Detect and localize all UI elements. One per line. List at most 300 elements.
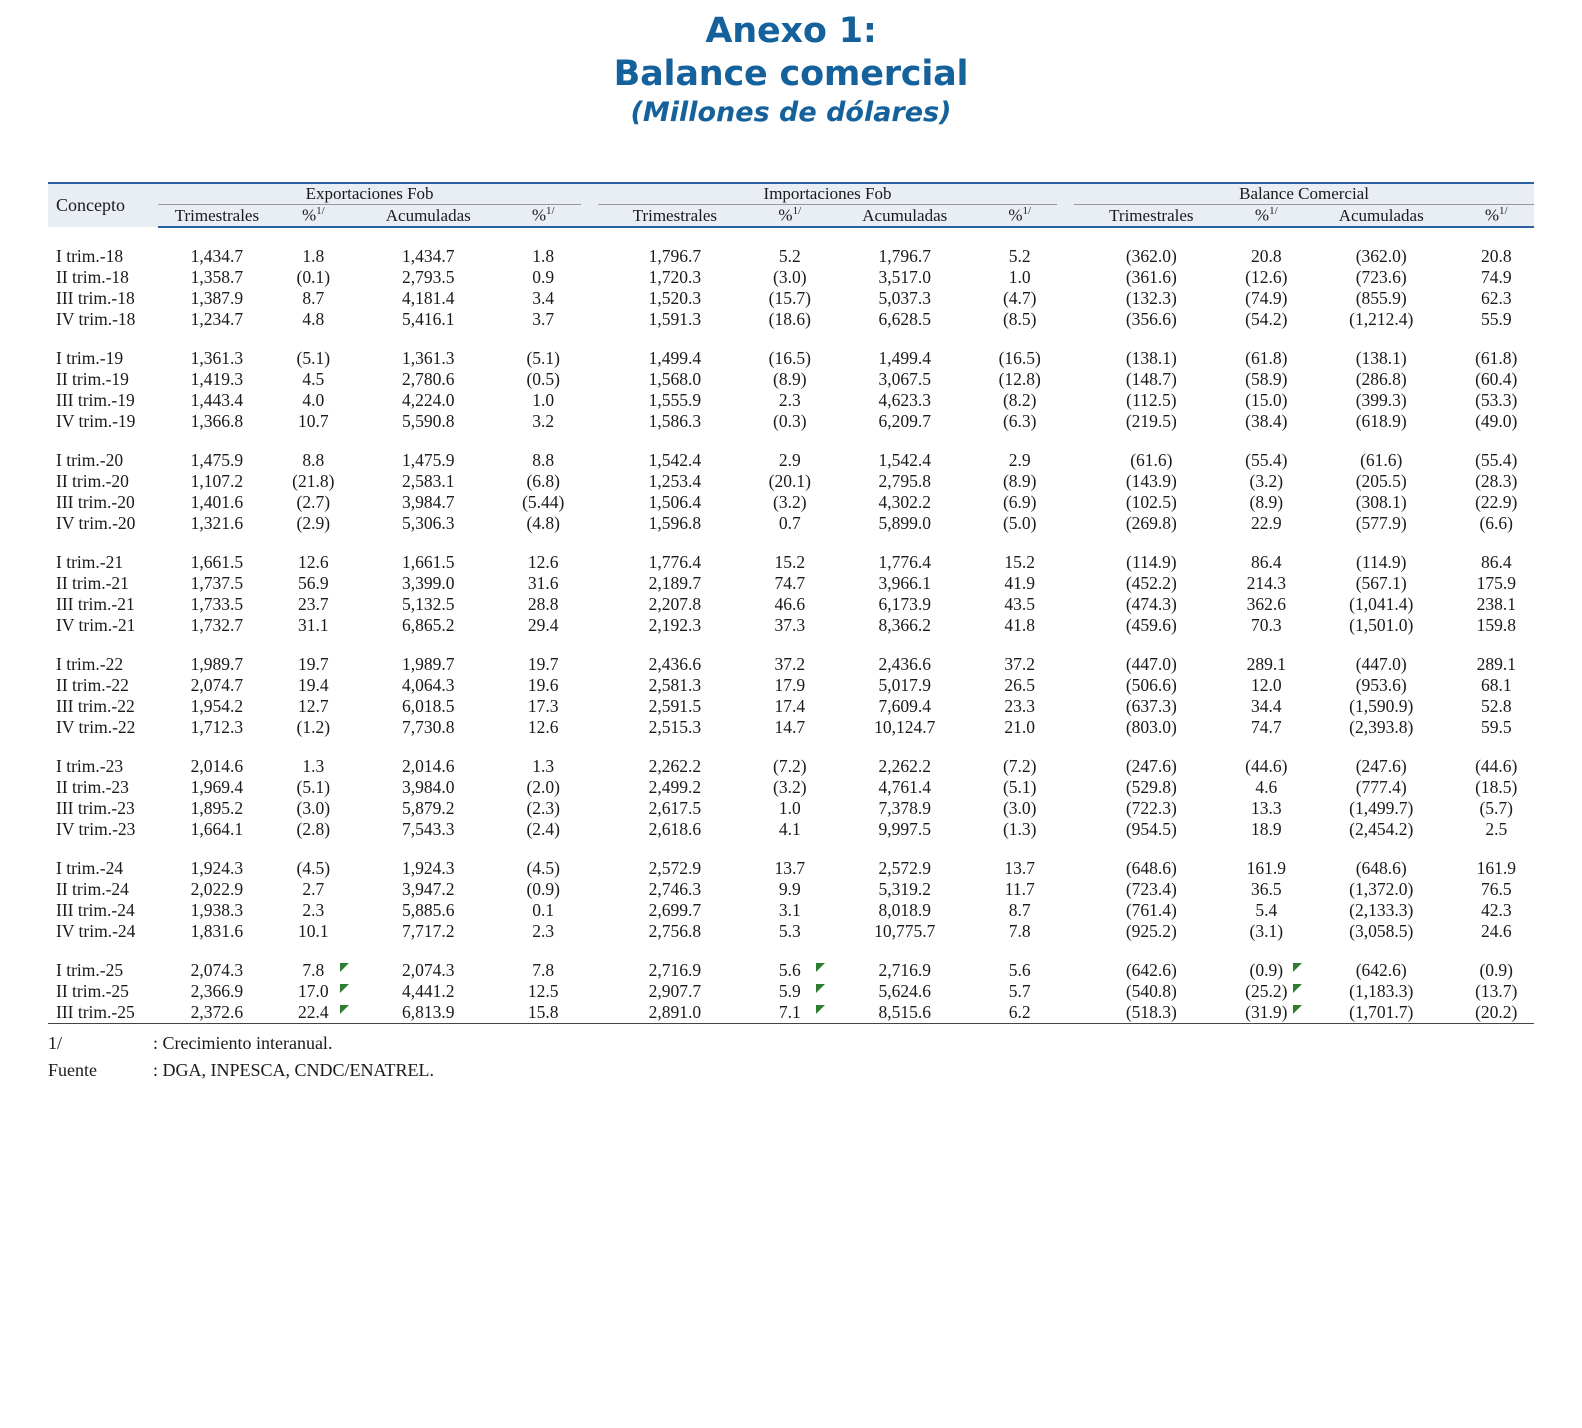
data-cell: 1,520.3 bbox=[648, 288, 702, 309]
data-cell: 1,419.3 bbox=[190, 369, 244, 390]
data-cell: (16.5) bbox=[998, 348, 1041, 369]
data-cell: 1,661.5 bbox=[190, 552, 244, 573]
data-cell: 2.3 bbox=[778, 390, 801, 411]
data-cell: 1.0 bbox=[778, 798, 801, 819]
data-cell: (6.9) bbox=[1002, 492, 1037, 513]
data-cell: 1,596.8 bbox=[648, 513, 702, 534]
data-cell: (4.7) bbox=[1002, 288, 1037, 309]
data-cell: (0.9) bbox=[1479, 960, 1514, 981]
data-cell: (55.4) bbox=[1475, 450, 1518, 471]
column-spacer bbox=[581, 921, 598, 942]
data-cell: 17.4 bbox=[774, 696, 806, 717]
data-cell: (269.8) bbox=[1125, 513, 1177, 534]
data-cell: 6,865.2 bbox=[402, 615, 455, 636]
table-row bbox=[48, 471, 1534, 492]
data-cell: (7.2) bbox=[1002, 756, 1037, 777]
data-cell: 2,499.2 bbox=[648, 777, 702, 798]
header-imp-acumuladas: Acumuladas bbox=[827, 205, 982, 227]
row-label: III trim.-25 bbox=[56, 1002, 135, 1023]
data-cell: (5.1) bbox=[526, 348, 560, 369]
data-cell: 5.3 bbox=[778, 921, 801, 942]
data-cell: 1,776.4 bbox=[648, 552, 702, 573]
data-cell: (2,454.2) bbox=[1349, 819, 1414, 840]
column-spacer bbox=[581, 900, 598, 921]
data-cell: (855.9) bbox=[1355, 288, 1407, 309]
table-row-spacer bbox=[48, 738, 1534, 756]
data-cell: 8.8 bbox=[532, 450, 555, 471]
data-cell: (247.6) bbox=[1125, 756, 1177, 777]
data-cell: 5.4 bbox=[1255, 900, 1278, 921]
data-cell: 19.7 bbox=[527, 654, 559, 675]
data-cell: 289.1 bbox=[1246, 654, 1286, 675]
data-cell: 86.4 bbox=[1250, 552, 1282, 573]
column-spacer bbox=[581, 227, 598, 267]
row-label: I trim.-21 bbox=[56, 552, 124, 573]
row-label: III trim.-24 bbox=[56, 900, 135, 921]
data-cell: (49.0) bbox=[1475, 411, 1518, 432]
data-cell: (0.5) bbox=[526, 369, 560, 390]
data-cell: 1,776.4 bbox=[878, 552, 931, 573]
data-cell: 4,302.2 bbox=[878, 492, 931, 513]
data-cell: (0.3) bbox=[773, 411, 807, 432]
data-cell: 2,074.3 bbox=[402, 960, 455, 981]
header-bal-pct-2: %$^{1/}$ bbox=[1459, 205, 1535, 227]
data-cell: (0.1) bbox=[296, 267, 331, 288]
data-cell: (648.6) bbox=[1355, 858, 1407, 879]
data-cell: 1,234.7 bbox=[190, 309, 244, 330]
data-cell: (138.1) bbox=[1355, 348, 1407, 369]
data-cell: (642.6) bbox=[1125, 960, 1177, 981]
data-cell: (44.6) bbox=[1475, 756, 1518, 777]
data-cell: (3.0) bbox=[773, 267, 807, 288]
data-cell: (61.6) bbox=[1130, 450, 1173, 471]
data-cell: 21.0 bbox=[1004, 717, 1036, 738]
data-cell: 2,756.8 bbox=[648, 921, 702, 942]
column-spacer bbox=[1057, 471, 1074, 492]
data-cell: (55.4) bbox=[1245, 450, 1288, 471]
data-cell: (247.6) bbox=[1355, 756, 1407, 777]
data-cell: (54.2) bbox=[1245, 309, 1288, 330]
data-cell: 2,699.7 bbox=[648, 900, 702, 921]
data-cell: (506.6) bbox=[1125, 675, 1177, 696]
header-exp-trimestrales: Trimestrales bbox=[158, 205, 275, 227]
data-cell: (452.2) bbox=[1125, 573, 1177, 594]
data-cell: 12.7 bbox=[297, 696, 329, 717]
header-group-balance: Balance Comercial bbox=[1074, 183, 1534, 205]
data-cell: 12.0 bbox=[1250, 675, 1282, 696]
table-row-spacer bbox=[48, 330, 1534, 348]
data-cell: 2,366.9 bbox=[190, 981, 244, 1002]
data-cell: 41.9 bbox=[1004, 573, 1036, 594]
data-cell: 1,542.4 bbox=[878, 450, 931, 471]
data-cell: 1,796.7 bbox=[878, 246, 931, 267]
data-cell: 10,775.7 bbox=[874, 921, 936, 942]
data-cell: 0.1 bbox=[532, 900, 555, 921]
column-spacer bbox=[581, 309, 598, 330]
data-cell: 1,954.2 bbox=[190, 696, 244, 717]
column-spacer bbox=[1057, 227, 1074, 267]
data-cell: 9.9 bbox=[778, 879, 801, 900]
data-cell: (518.3) bbox=[1125, 1002, 1177, 1023]
table-row-spacer bbox=[48, 840, 1534, 858]
data-cell: 4.0 bbox=[302, 390, 325, 411]
row-label: I trim.-22 bbox=[56, 654, 124, 675]
data-cell: 5.9 bbox=[752, 981, 827, 1002]
data-cell: 5.2 bbox=[778, 246, 801, 267]
data-cell: (1,499.7) bbox=[1349, 798, 1414, 819]
table-row bbox=[48, 675, 1534, 696]
column-spacer bbox=[581, 513, 598, 534]
data-cell: 4,761.4 bbox=[878, 777, 931, 798]
data-cell: (4.5) bbox=[296, 858, 331, 879]
data-cell: 2,436.6 bbox=[648, 654, 702, 675]
data-cell: 43.5 bbox=[1004, 594, 1036, 615]
data-cell: 2,795.8 bbox=[878, 471, 931, 492]
header-bal-acumuladas: Acumuladas bbox=[1304, 205, 1459, 227]
data-cell: 8,366.2 bbox=[878, 615, 931, 636]
column-spacer bbox=[581, 594, 598, 615]
data-cell: 1,434.7 bbox=[190, 246, 244, 267]
data-cell: 34.4 bbox=[1250, 696, 1282, 717]
header-group-importaciones: Importaciones Fob bbox=[598, 183, 1058, 205]
data-cell: 4.6 bbox=[1255, 777, 1278, 798]
data-cell: 2,591.5 bbox=[648, 696, 702, 717]
data-cell: 1,475.9 bbox=[190, 450, 244, 471]
table-row bbox=[48, 492, 1534, 513]
footnote-value: : Crecimiento interanual. bbox=[153, 1033, 333, 1054]
data-cell: 46.6 bbox=[774, 594, 806, 615]
column-spacer bbox=[581, 369, 598, 390]
data-cell: 2,074.3 bbox=[190, 960, 244, 981]
table-row bbox=[48, 819, 1534, 840]
row-label: III trim.-22 bbox=[56, 696, 135, 717]
column-spacer bbox=[581, 573, 598, 594]
data-cell: 7,543.3 bbox=[402, 819, 455, 840]
data-cell: 55.9 bbox=[1480, 309, 1512, 330]
data-cell: (3,058.5) bbox=[1349, 921, 1414, 942]
row-label: IV trim.-21 bbox=[56, 615, 136, 636]
data-cell: (3.2) bbox=[773, 777, 807, 798]
data-cell: (529.8) bbox=[1125, 777, 1177, 798]
data-cell: 20.8 bbox=[1250, 246, 1282, 267]
column-spacer bbox=[1057, 594, 1074, 615]
table-row-spacer bbox=[48, 942, 1534, 960]
data-cell: 18.9 bbox=[1250, 819, 1282, 840]
data-cell: (618.9) bbox=[1355, 411, 1407, 432]
column-spacer bbox=[1057, 777, 1074, 798]
data-cell: 6.2 bbox=[1008, 1002, 1031, 1023]
data-cell: 1,664.1 bbox=[190, 819, 244, 840]
data-cell: 2,074.7 bbox=[190, 675, 244, 696]
preliminary-flag-icon bbox=[816, 1005, 825, 1014]
table-row bbox=[48, 960, 1534, 981]
data-cell: (138.1) bbox=[1125, 348, 1177, 369]
data-cell: (15.0) bbox=[1245, 390, 1288, 411]
document-title-block bbox=[0, 0, 1582, 128]
data-cell: (61.8) bbox=[1245, 348, 1288, 369]
header-bal-trimestrales: Trimestrales bbox=[1074, 205, 1228, 227]
row-label: II trim.-21 bbox=[56, 573, 129, 594]
header-spacer-4 bbox=[1057, 205, 1074, 227]
data-cell: (0.9) bbox=[526, 879, 560, 900]
data-cell: 2.3 bbox=[302, 900, 325, 921]
data-cell: 31.1 bbox=[297, 615, 329, 636]
column-spacer bbox=[581, 654, 598, 675]
row-label: IV trim.-19 bbox=[56, 411, 136, 432]
table-row bbox=[48, 900, 1534, 921]
data-cell: (3.0) bbox=[296, 798, 331, 819]
data-cell: 1,321.6 bbox=[190, 513, 244, 534]
column-spacer bbox=[581, 819, 598, 840]
data-cell: (8.9) bbox=[1002, 471, 1037, 492]
data-cell: (6.8) bbox=[526, 471, 560, 492]
row-label: II trim.-20 bbox=[56, 471, 129, 492]
data-cell: 17.9 bbox=[774, 675, 806, 696]
data-cell: (4.8) bbox=[526, 513, 560, 534]
data-cell: (0.9) bbox=[1229, 960, 1304, 981]
data-cell: 6,018.5 bbox=[402, 696, 455, 717]
data-cell: (953.6) bbox=[1355, 675, 1407, 696]
data-cell: 2,192.3 bbox=[648, 615, 702, 636]
source-key: Fuente bbox=[48, 1060, 97, 1081]
column-spacer bbox=[581, 348, 598, 369]
data-cell: (567.1) bbox=[1355, 573, 1407, 594]
data-cell: 17.3 bbox=[527, 696, 559, 717]
data-cell: 15.8 bbox=[527, 1002, 559, 1023]
data-cell: 9,997.5 bbox=[878, 819, 931, 840]
data-cell: (925.2) bbox=[1125, 921, 1177, 942]
data-cell: 1,542.4 bbox=[648, 450, 702, 471]
table-row bbox=[48, 227, 1534, 267]
data-cell: 2,617.5 bbox=[648, 798, 702, 819]
data-cell: (723.6) bbox=[1355, 267, 1407, 288]
data-cell: 0.7 bbox=[778, 513, 801, 534]
data-cell: (3.2) bbox=[773, 492, 807, 513]
data-cell: 6,813.9 bbox=[402, 1002, 455, 1023]
data-cell: (5.1) bbox=[296, 777, 331, 798]
data-cell: 1,107.2 bbox=[190, 471, 244, 492]
data-cell: 22.9 bbox=[1250, 513, 1282, 534]
data-cell: 3,517.0 bbox=[878, 267, 931, 288]
table-row bbox=[48, 879, 1534, 900]
spacer-cell bbox=[48, 432, 1534, 450]
data-cell: 1,568.0 bbox=[648, 369, 702, 390]
data-cell: 5.7 bbox=[1008, 981, 1031, 1002]
data-cell: (20.1) bbox=[768, 471, 811, 492]
data-cell: 59.5 bbox=[1480, 717, 1512, 738]
data-cell: (6.6) bbox=[1479, 513, 1514, 534]
data-cell: 3,966.1 bbox=[878, 573, 931, 594]
spacer-cell bbox=[48, 738, 1534, 756]
row-label: II trim.-25 bbox=[56, 981, 129, 1002]
data-cell: (447.0) bbox=[1125, 654, 1177, 675]
data-cell: (53.3) bbox=[1475, 390, 1518, 411]
data-cell: 3.7 bbox=[532, 309, 555, 330]
data-cell: 4.5 bbox=[302, 369, 325, 390]
data-cell: 5.6 bbox=[752, 960, 827, 981]
data-cell: 0.9 bbox=[532, 267, 555, 288]
row-label: II trim.-18 bbox=[56, 267, 129, 288]
data-cell: 1,361.3 bbox=[402, 348, 455, 369]
data-cell: 1,989.7 bbox=[190, 654, 244, 675]
preliminary-flag-icon bbox=[340, 984, 349, 993]
table-row bbox=[48, 798, 1534, 819]
column-spacer bbox=[1057, 675, 1074, 696]
table-row bbox=[48, 717, 1534, 738]
column-spacer bbox=[1057, 798, 1074, 819]
table-row bbox=[48, 981, 1534, 1002]
column-spacer bbox=[1057, 288, 1074, 309]
data-cell: 362.6 bbox=[1246, 594, 1286, 615]
data-cell: 2,793.5 bbox=[402, 267, 455, 288]
column-spacer bbox=[581, 675, 598, 696]
data-cell: 7.8 bbox=[276, 960, 351, 981]
data-cell: (447.0) bbox=[1355, 654, 1407, 675]
footnote-mark: 1/ bbox=[1269, 205, 1278, 218]
row-label: II trim.-24 bbox=[56, 879, 129, 900]
column-spacer bbox=[1057, 960, 1074, 981]
data-cell: 10,124.7 bbox=[874, 717, 936, 738]
data-cell: (4.5) bbox=[526, 858, 560, 879]
data-cell: 19.7 bbox=[297, 654, 329, 675]
footnote-mark: 1/ bbox=[1499, 205, 1508, 218]
data-cell: 4,224.0 bbox=[402, 390, 455, 411]
data-cell: 2,618.6 bbox=[648, 819, 702, 840]
data-cell: 2,746.3 bbox=[648, 879, 702, 900]
data-cell: 23.3 bbox=[1004, 696, 1036, 717]
table-row bbox=[48, 348, 1534, 369]
data-cell: (8.2) bbox=[1002, 390, 1037, 411]
column-spacer bbox=[581, 696, 598, 717]
data-cell: 5,624.6 bbox=[878, 981, 931, 1002]
table-row bbox=[48, 1002, 1534, 1023]
data-cell: 5,132.5 bbox=[402, 594, 455, 615]
data-cell: 13.7 bbox=[774, 858, 806, 879]
data-cell: (28.3) bbox=[1475, 471, 1518, 492]
data-cell: 1,387.9 bbox=[190, 288, 244, 309]
data-cell: 161.9 bbox=[1476, 858, 1516, 879]
spacer-cell bbox=[48, 534, 1534, 552]
data-cell: 4,181.4 bbox=[402, 288, 455, 309]
data-cell: (1.2) bbox=[296, 717, 331, 738]
header-imp-trimestrales: Trimestrales bbox=[598, 205, 752, 227]
table-row-spacer bbox=[48, 534, 1534, 552]
row-label: I trim.-20 bbox=[56, 450, 124, 471]
data-cell: 2,515.3 bbox=[648, 717, 702, 738]
data-cell: 3,399.0 bbox=[402, 573, 455, 594]
data-cell: 26.5 bbox=[1004, 675, 1036, 696]
column-spacer bbox=[581, 390, 598, 411]
data-cell: 8.8 bbox=[302, 450, 325, 471]
data-cell: 19.4 bbox=[297, 675, 329, 696]
title-line-1: Anexo 1: bbox=[705, 11, 877, 51]
data-cell: 86.4 bbox=[1480, 552, 1512, 573]
data-cell: (1,501.0) bbox=[1349, 615, 1414, 636]
data-cell: 5,319.2 bbox=[878, 879, 931, 900]
data-cell: 7,730.8 bbox=[402, 717, 455, 738]
spacer-cell bbox=[48, 636, 1534, 654]
data-cell: (20.2) bbox=[1475, 1002, 1518, 1023]
data-cell: 70.3 bbox=[1250, 615, 1282, 636]
data-cell: 289.1 bbox=[1476, 654, 1516, 675]
data-cell: 6,628.5 bbox=[878, 309, 931, 330]
data-cell: 31.6 bbox=[527, 573, 559, 594]
data-cell: 8.7 bbox=[302, 288, 325, 309]
data-cell: (16.5) bbox=[768, 348, 811, 369]
table-row bbox=[48, 309, 1534, 330]
data-cell: (6.3) bbox=[1002, 411, 1037, 432]
footnote-mark: 1/ bbox=[546, 205, 555, 218]
header-spacer-1 bbox=[581, 183, 598, 205]
data-cell: (114.9) bbox=[1126, 552, 1177, 573]
data-cell: 2,189.7 bbox=[648, 573, 702, 594]
data-cell: 214.3 bbox=[1246, 573, 1286, 594]
data-cell: (3.0) bbox=[1002, 798, 1037, 819]
data-cell: 1,475.9 bbox=[402, 450, 455, 471]
data-cell: (148.7) bbox=[1125, 369, 1177, 390]
data-cell: 3,984.0 bbox=[402, 777, 455, 798]
column-spacer bbox=[581, 1002, 598, 1023]
data-cell: (7.2) bbox=[773, 756, 807, 777]
row-label: III trim.-21 bbox=[56, 594, 135, 615]
data-cell: 7,717.2 bbox=[402, 921, 455, 942]
data-cell: (308.1) bbox=[1355, 492, 1407, 513]
data-cell: 1,831.6 bbox=[190, 921, 244, 942]
source-value: : DGA, INPESCA, CNDC/ENATREL. bbox=[153, 1060, 435, 1081]
data-cell: 6,173.9 bbox=[878, 594, 931, 615]
table-row bbox=[48, 858, 1534, 879]
data-cell: (18.5) bbox=[1475, 777, 1518, 798]
data-cell: 1.3 bbox=[302, 756, 325, 777]
header-spacer-3 bbox=[581, 205, 598, 227]
data-cell: (2.4) bbox=[526, 819, 560, 840]
data-cell: (1,372.0) bbox=[1349, 879, 1414, 900]
table-row bbox=[48, 288, 1534, 309]
data-cell: (12.6) bbox=[1245, 267, 1288, 288]
data-cell: 2,716.9 bbox=[878, 960, 931, 981]
header-sub-row bbox=[48, 205, 1534, 227]
data-cell: (1,183.3) bbox=[1349, 981, 1414, 1002]
column-spacer bbox=[581, 879, 598, 900]
row-label: IV trim.-24 bbox=[56, 921, 136, 942]
data-cell: (74.9) bbox=[1245, 288, 1288, 309]
data-cell: 5.2 bbox=[1008, 246, 1031, 267]
data-cell: 36.5 bbox=[1250, 879, 1282, 900]
preliminary-flag-icon bbox=[1293, 963, 1302, 972]
data-cell: 1.8 bbox=[532, 246, 555, 267]
data-cell: 1.0 bbox=[532, 390, 555, 411]
data-cell: (12.8) bbox=[998, 369, 1041, 390]
column-spacer bbox=[581, 717, 598, 738]
column-spacer bbox=[1057, 309, 1074, 330]
title-subtitle: (Millones de dólares) bbox=[630, 97, 952, 129]
footnote-mark: 1/ bbox=[792, 205, 802, 218]
column-spacer bbox=[1057, 390, 1074, 411]
data-cell: (5.7) bbox=[1479, 798, 1514, 819]
data-cell: (132.3) bbox=[1125, 288, 1177, 309]
preliminary-flag-icon bbox=[340, 1005, 349, 1014]
row-label: II trim.-22 bbox=[56, 675, 129, 696]
row-label: IV trim.-22 bbox=[56, 717, 136, 738]
data-cell: 5,879.2 bbox=[402, 798, 455, 819]
data-cell: 1,506.4 bbox=[648, 492, 702, 513]
spacer-cell bbox=[48, 840, 1534, 858]
column-spacer bbox=[1057, 981, 1074, 1002]
data-cell: 17.0 bbox=[276, 981, 351, 1002]
header-bal-pct-1: %$^{1/}$ bbox=[1229, 205, 1304, 227]
preliminary-flag-icon bbox=[340, 963, 349, 972]
preliminary-flag-icon bbox=[1293, 984, 1302, 993]
